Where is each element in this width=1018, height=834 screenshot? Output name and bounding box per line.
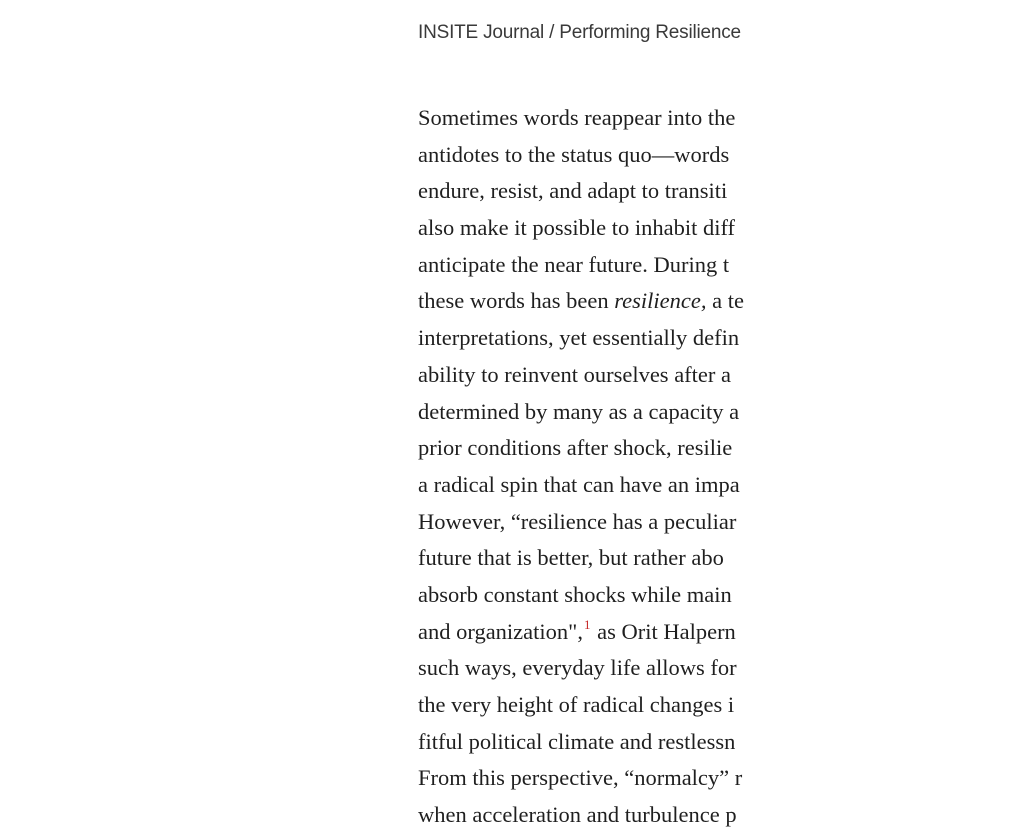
text-line: prior conditions after shock, resilie xyxy=(418,435,733,461)
text-line: ability to reinvent ourselves after a xyxy=(418,361,732,387)
text-line: interpretations, yet essentially defin xyxy=(418,325,740,351)
emphasized-term: resilience, xyxy=(614,288,707,314)
text-line: anticipate the near future. During t xyxy=(418,251,730,277)
text-run: these words has been xyxy=(418,288,615,314)
text-run: and organization", xyxy=(418,618,583,644)
text-line xyxy=(418,614,1018,651)
text-line: antidotes to the status quo—words xyxy=(418,141,730,167)
text-line: future that is better, but rather abo xyxy=(418,545,724,571)
text-line: absorb constant shocks while main xyxy=(418,581,732,607)
text-line: the very height of radical changes i xyxy=(418,692,735,717)
text-line: determined by many as a capacity a xyxy=(418,398,740,424)
footnote-reference[interactable]: 1 xyxy=(583,616,591,632)
text-line: when acceleration and turbulence p xyxy=(418,802,737,828)
text-line: endure, resist, and adapt to transiti xyxy=(418,178,728,204)
running-header: INSITE Journal / Performing Resilience xyxy=(418,22,741,43)
text-run: as Orit Halpern xyxy=(591,618,736,644)
text-line: fitful political climate and restlessn xyxy=(418,728,736,754)
text-line xyxy=(418,283,1018,320)
text-line: However, “resilience has a peculiar xyxy=(418,508,737,534)
text-line: Sometimes words reappear into the xyxy=(418,105,736,130)
article-body xyxy=(418,100,1018,834)
text-line: also make it possible to inhabit diff xyxy=(418,215,736,241)
text-line: From this perspective, “normalcy” r xyxy=(418,765,743,791)
text-line: a radical spin that can have an impa xyxy=(418,471,740,497)
text-run: a te xyxy=(706,288,744,314)
text-line: such ways, everyday life allows for xyxy=(418,655,737,681)
